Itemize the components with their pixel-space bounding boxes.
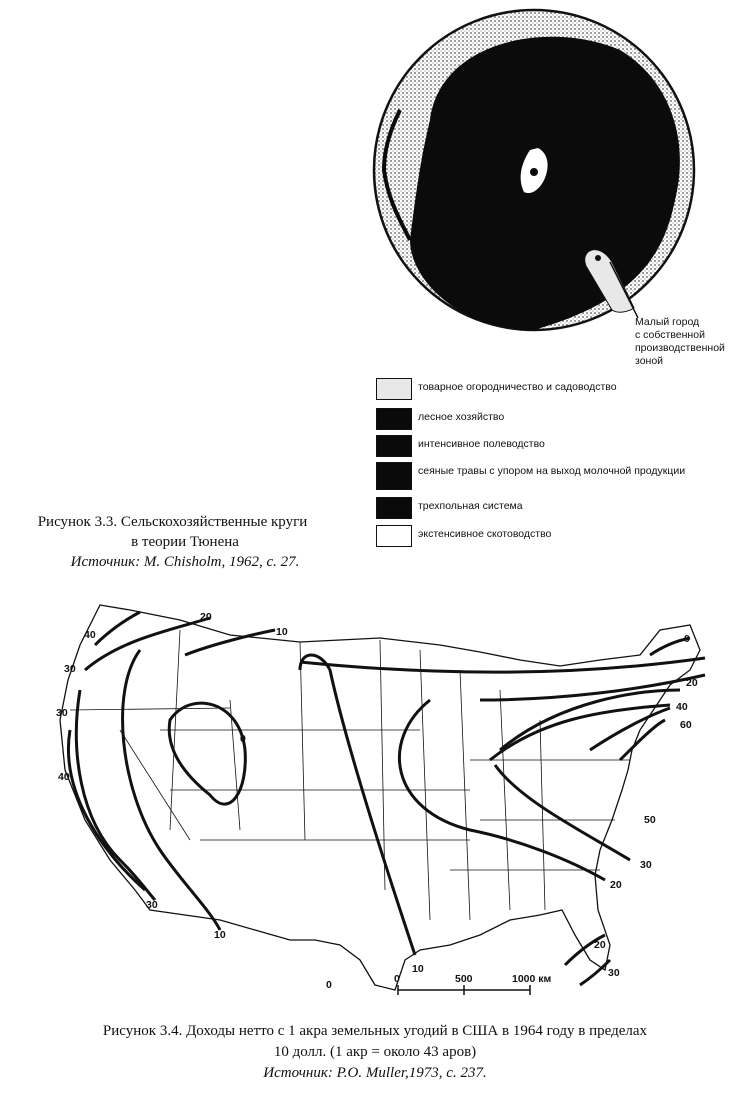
scale-tick-0: 0 [394, 973, 400, 985]
isoline-label: 0 [684, 633, 690, 645]
isoline-label: 10 [276, 626, 288, 638]
legend-item [376, 435, 736, 459]
isoline-label: 10 [412, 963, 424, 975]
isoline-label: 20 [200, 611, 212, 623]
figure-3-4-caption-line2: 10 долл. (1 акр = около 43 аров) [273, 1044, 477, 1060]
scale-tick-1000: 1000 км [512, 973, 552, 985]
legend-item [376, 525, 736, 549]
legend-label: сеяные травы с упором на выход молочной продукции [418, 465, 686, 477]
legend-swatch [376, 408, 412, 430]
figure-3-3-source: Источник: M. Chisholm, 1962, с. 27. [70, 554, 300, 570]
legend-label: интенсивное полеводство [418, 438, 545, 450]
isoline-label: 40 [84, 629, 96, 641]
state-boundaries [70, 630, 630, 920]
isoline-label: 20 [610, 879, 622, 891]
legend-label: товарное огородничество и садоводство [418, 381, 617, 393]
usa-net-income-map [0, 590, 750, 1015]
isoline-label: 20 [686, 677, 698, 689]
isoline-label: 30 [640, 859, 652, 871]
isoline-label: 30 [146, 899, 158, 911]
legend-label: лесное хозяйство [418, 411, 505, 423]
figure-3-4-source: Источник: P.O. Muller,1973, с. 237. [263, 1065, 487, 1081]
legend-swatch [376, 497, 412, 519]
legend-swatch [376, 435, 412, 457]
isoline-label: 60 [680, 719, 692, 731]
legend-item [376, 462, 736, 492]
isoline-label: 30 [608, 967, 620, 979]
isoline-label: 40 [58, 771, 70, 783]
small-town-label: Малый город с собственной производственной зоной [635, 316, 725, 367]
figure-3-3-caption-line1: Рисунок 3.3. Сельскохозяйственные круги [37, 514, 308, 530]
legend-label: трехпольная система [418, 500, 523, 512]
isoline-label: 0 [326, 979, 332, 991]
scale-tick-500: 500 [455, 973, 473, 985]
usa-outline [60, 605, 700, 990]
legend-swatch [376, 462, 412, 490]
legend-swatch [376, 525, 412, 547]
legend-item [376, 497, 736, 521]
isoline-label: 0 [240, 733, 246, 745]
scale-bar [398, 985, 530, 995]
isoline-label: 30 [56, 707, 68, 719]
legend-label: экстенсивное скотоводство [418, 528, 552, 540]
isoline-label: 30 [64, 663, 76, 675]
legend-item [376, 378, 736, 402]
legend-swatch [376, 378, 412, 400]
figure-3-3-caption-line2: в теории Тюнена [131, 534, 239, 550]
isoline-label: 10 [214, 929, 226, 941]
isoline-label: 20 [594, 939, 606, 951]
isoline-label: 50 [644, 814, 656, 826]
legend-item [376, 408, 736, 432]
isoline-label: 40 [676, 701, 688, 713]
figure-3-4-caption-line1: Рисунок 3.4. Доходы нетто с 1 акра земельных угодий в США в 1964 году в пределах [102, 1023, 648, 1039]
